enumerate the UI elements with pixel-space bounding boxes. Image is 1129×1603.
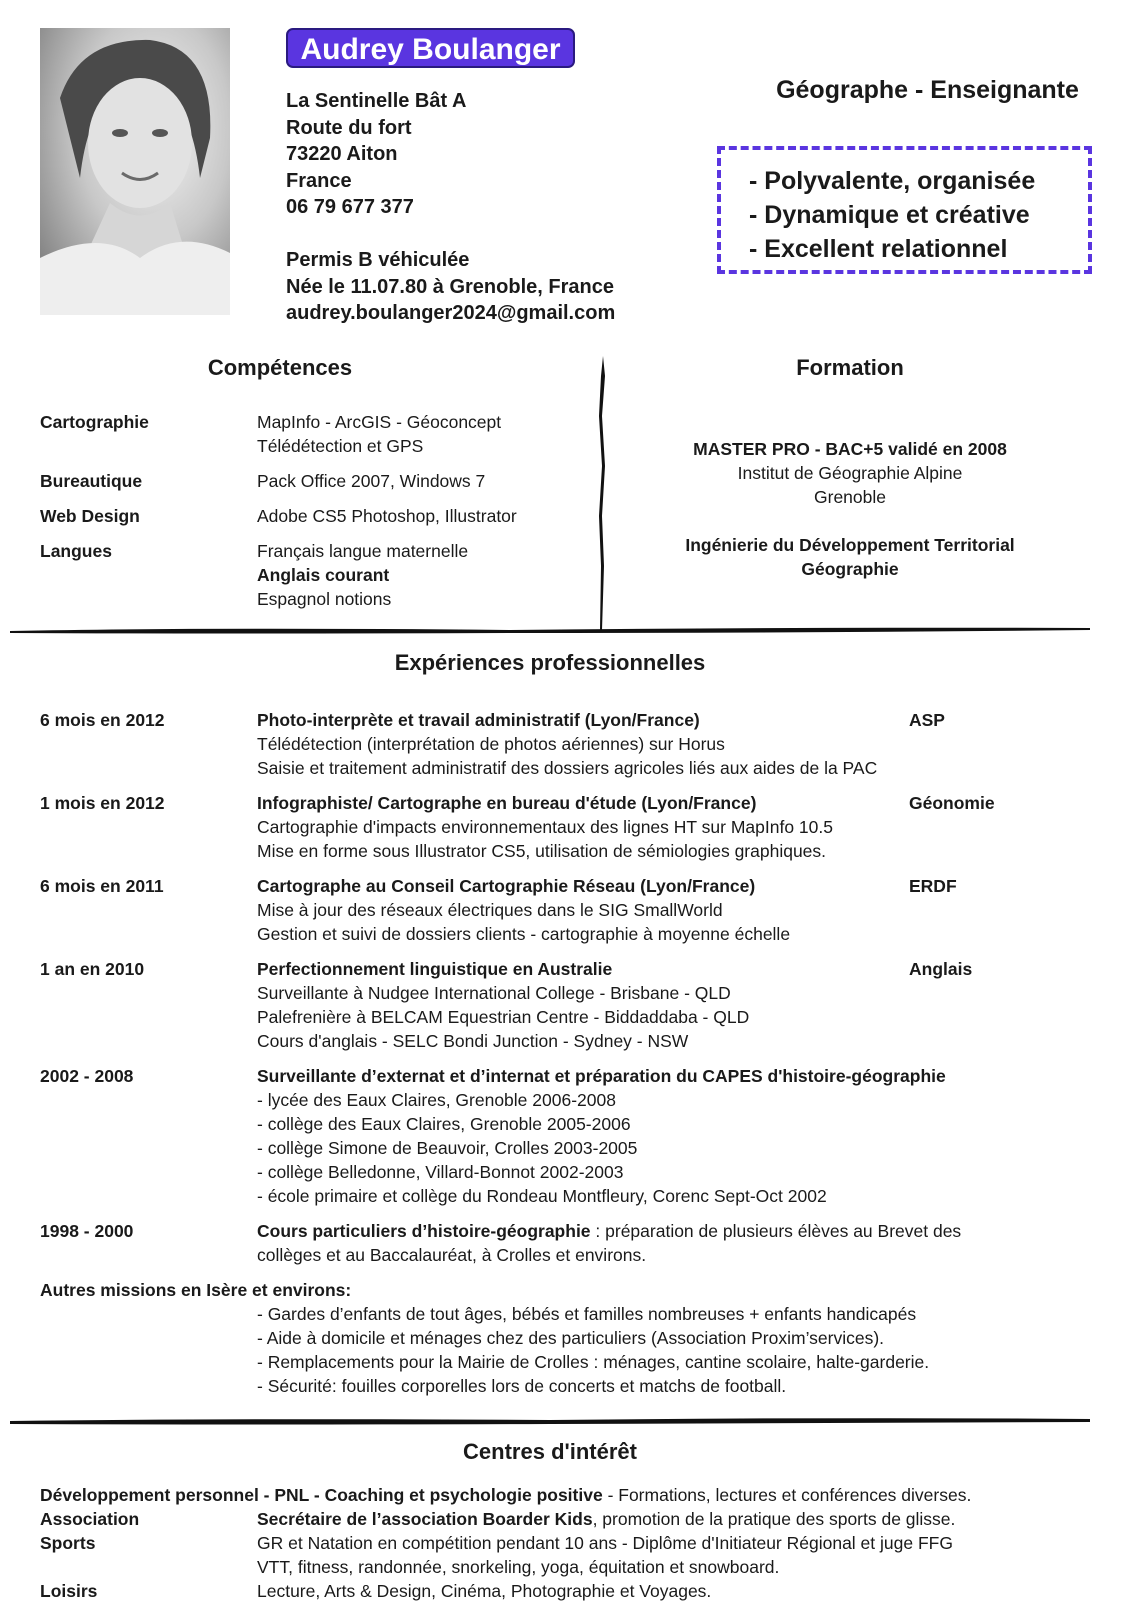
- interest-line: [257, 1531, 953, 1555]
- postal-city: 73220 Aiton: [286, 143, 398, 165]
- quality-item: - Polyvalente, organisée: [749, 167, 1036, 195]
- experience-description: - école primaire et collège du Rondeau Montfleury, Corenc Sept-Oct 2002: [257, 1186, 827, 1206]
- experience-description: : préparation de plusieurs élèves au Brevet des: [590, 1221, 962, 1241]
- formation-block: [630, 437, 1070, 581]
- experiences-list: [40, 708, 1100, 1398]
- skill-row: [40, 504, 600, 528]
- skill-value: Français langue maternelle: [257, 541, 469, 561]
- formation-title: Formation: [796, 355, 904, 380]
- email-address: audrey.boulanger2024@gmail.com: [286, 302, 616, 324]
- experience-organization: Anglais: [909, 959, 973, 979]
- skill-row: [40, 410, 600, 458]
- phone-number: 06 79 677 377: [286, 196, 414, 218]
- experience-body: [257, 874, 1100, 946]
- horizontal-divider: [10, 624, 1090, 636]
- vertical-divider: [596, 356, 610, 630]
- skill-values: [257, 410, 501, 458]
- experience-description: Gestion et suivi de dossiers clients - cartographie à moyenne échelle: [257, 924, 791, 944]
- experience-body: [257, 708, 1100, 780]
- experience-body: [257, 791, 1100, 863]
- interest-text: Lecture, Arts & Design, Cinéma, Photographie et Voyages.: [257, 1581, 712, 1601]
- skill-value: Anglais courant: [257, 565, 390, 585]
- experience-header: [257, 874, 1100, 898]
- experience-title: Cours particuliers d’histoire-géographie: [257, 1221, 591, 1241]
- quality-item: - Dynamique et créative: [749, 201, 1030, 229]
- driving-licence: Permis B véhiculée: [286, 249, 470, 271]
- interest-row: [40, 1579, 1110, 1603]
- other-missions-label: Autres missions en Isère et environs:: [40, 1280, 352, 1300]
- horizontal-divider: [10, 1415, 1090, 1427]
- skill-label: Langues: [40, 541, 112, 561]
- experience-date: 6 mois en 2012: [40, 710, 165, 730]
- experience-body: [257, 957, 1100, 1053]
- experience-description: - collège des Eaux Claires, Grenoble 2005-2006: [257, 1114, 631, 1134]
- competences-list: [40, 410, 600, 622]
- skill-values: [257, 539, 468, 611]
- experiences-title: Expériences professionnelles: [394, 650, 706, 675]
- other-mission-item: - Sécurité: fouilles corporelles lors de concerts et matchs de football.: [257, 1376, 787, 1396]
- experience-title: Photo-interprète et travail administratif (Lyon/France): [257, 710, 700, 730]
- spacer: [286, 221, 615, 248]
- experience-date: 1 mois en 2012: [40, 793, 165, 813]
- interest-line: [257, 1507, 955, 1531]
- portrait-illustration: [40, 28, 230, 315]
- experience-description: Saisie et traitement administratif des dossiers agricoles liés aux aides de la PAC: [257, 758, 878, 778]
- experience-entry: [40, 1064, 1100, 1208]
- other-mission-item: - Aide à domicile et ménages chez des particuliers (Association Proxim’services).: [257, 1328, 885, 1348]
- experience-organization: ERDF: [909, 876, 957, 896]
- experience-date: 1 an en 2010: [40, 959, 145, 979]
- other-missions: [40, 1278, 1100, 1398]
- other-mission-item: - Remplacements pour la Mairie de Crolles : ménages, cantine scolaire, halte-garderie.: [257, 1352, 930, 1372]
- experience-description: - collège Simone de Beauvoir, Crolles 2003-2005: [257, 1138, 638, 1158]
- experience-header: [257, 957, 1100, 981]
- interest-text: , promotion de la pratique des sports de glisse.: [592, 1509, 956, 1529]
- interest-details: [257, 1507, 955, 1531]
- experience-description: - lycée des Eaux Claires, Grenoble 2006-2008: [257, 1090, 616, 1110]
- experience-entry: [40, 791, 1100, 863]
- interest-line: [257, 1579, 711, 1603]
- interest-details: [257, 1531, 953, 1579]
- personal-development-text: - Formations, lectures et conférences diverses.: [602, 1485, 972, 1505]
- skill-row: [40, 539, 600, 611]
- skill-values: [257, 504, 517, 528]
- experience-title: Surveillante d’externat et d’internat et préparation du CAPES d'histoire-géographie: [257, 1066, 946, 1086]
- formation-line: Grenoble: [814, 487, 886, 507]
- experience-title: Perfectionnement linguistique en Australie: [257, 959, 613, 979]
- skill-value: Télédétection et GPS: [257, 436, 424, 456]
- contact-info: [286, 88, 615, 327]
- candidate-name: Audrey Boulanger: [286, 28, 575, 68]
- experience-header: [257, 1064, 1100, 1088]
- experience-items: [40, 708, 1100, 1208]
- country: France: [286, 169, 352, 192]
- interest-label: Sports: [40, 1533, 96, 1553]
- interest-bold: Secrétaire de l’association Boarder Kids: [257, 1509, 593, 1529]
- experience-entry: [40, 874, 1100, 946]
- skill-values: [257, 469, 485, 493]
- birth-info: Née le 11.07.80 à Grenoble, France: [286, 275, 614, 298]
- experience-entry: [40, 1219, 1100, 1267]
- experience-description: collèges et au Baccalauréat, à Crolles et environs.: [257, 1245, 647, 1265]
- experience-description: Cartographie d'impacts environnementaux des lignes HT sur MapInfo 10.5: [257, 817, 833, 837]
- profile-photo: [40, 28, 230, 315]
- skill-label: Bureautique: [40, 471, 143, 491]
- experience-title: Infographiste/ Cartographe en bureau d'étude (Lyon/France): [257, 793, 757, 813]
- interest-details: [257, 1579, 711, 1603]
- experience-header: [257, 708, 1100, 732]
- competences-title: Compétences: [207, 355, 353, 380]
- experience-organization: Géonomie: [909, 793, 995, 813]
- experience-date: 2002 - 2008: [40, 1066, 134, 1086]
- skill-label: Cartographie: [40, 412, 149, 432]
- interests-title: Centres d'intérêt: [463, 1439, 637, 1464]
- formation-line: Institut de Géographie Alpine: [737, 463, 963, 483]
- address-line: Route du fort: [286, 116, 412, 139]
- experience-date: 1998 - 2000: [40, 1221, 134, 1241]
- interests-list: [40, 1483, 1110, 1603]
- formation-line: Ingénierie du Développement Territorial: [685, 535, 1015, 555]
- experience-description: Surveillante à Nudgee International College - Brisbane - QLD: [257, 983, 731, 1003]
- formation-line: MASTER PRO - BAC+5 validé en 2008: [693, 439, 1007, 459]
- interest-text: GR et Natation en compétition pendant 10 ans - Diplôme d'Initiateur Régional et juge FFG: [257, 1533, 953, 1553]
- personal-development: [40, 1483, 1110, 1507]
- skill-value: Espagnol notions: [257, 589, 392, 609]
- experience-organization: ASP: [909, 710, 945, 730]
- interest-line: VTT, fitness, randonnée, snorkeling, yoga, équitation et snowboard.: [257, 1557, 780, 1577]
- experience-body: [257, 1064, 1100, 1208]
- experience-description: Mise en forme sous Illustrator CS5, utilisation de sémiologies graphiques.: [257, 841, 827, 861]
- experience-description: Palefrenière à BELCAM Equestrian Centre - Biddaddaba - QLD: [257, 1007, 750, 1027]
- experience-description: - collège Belledonne, Villard-Bonnot 2002-2003: [257, 1162, 624, 1182]
- spacer: [630, 509, 1070, 533]
- quality-item: - Excellent relationnel: [749, 235, 1008, 263]
- job-title: Géographe - Enseignante: [776, 76, 1079, 104]
- skill-label: Web Design: [40, 506, 140, 526]
- interest-label: Association: [40, 1509, 140, 1529]
- experience-title: Cartographe au Conseil Cartographie Réseau (Lyon/France): [257, 876, 756, 896]
- interest-row: [40, 1507, 1110, 1531]
- formation-line: Géographie: [801, 559, 899, 579]
- personal-development-bold: Développement personnel - PNL - Coaching et psychologie positive: [40, 1485, 603, 1505]
- qualities-box: [717, 146, 1092, 274]
- skill-value: MapInfo - ArcGIS - Géoconcept: [257, 412, 502, 432]
- other-mission-item: - Gardes d’enfants de tout âges, bébés et familles nombreuses + enfants handicapés: [257, 1304, 917, 1324]
- skill-value: Adobe CS5 Photoshop, Illustrator: [257, 506, 517, 526]
- experience-entry: [40, 708, 1100, 780]
- skill-value: Pack Office 2007, Windows 7: [257, 471, 486, 491]
- experience-description: Mise à jour des réseaux électriques dans le SIG SmallWorld: [257, 900, 723, 920]
- address-line: La Sentinelle Bât A: [286, 90, 467, 112]
- experience-header: [257, 791, 1100, 815]
- interest-row: [40, 1531, 1110, 1579]
- experience-date: 6 mois en 2011: [40, 876, 164, 896]
- experience-description: Cours d'anglais - SELC Bondi Junction - Sydney - NSW: [257, 1031, 689, 1051]
- skill-row: [40, 469, 600, 493]
- experience-description: Télédétection (interprétation de photos aériennes) sur Horus: [257, 734, 725, 754]
- interest-label: Loisirs: [40, 1581, 98, 1601]
- experience-entry: [40, 957, 1100, 1053]
